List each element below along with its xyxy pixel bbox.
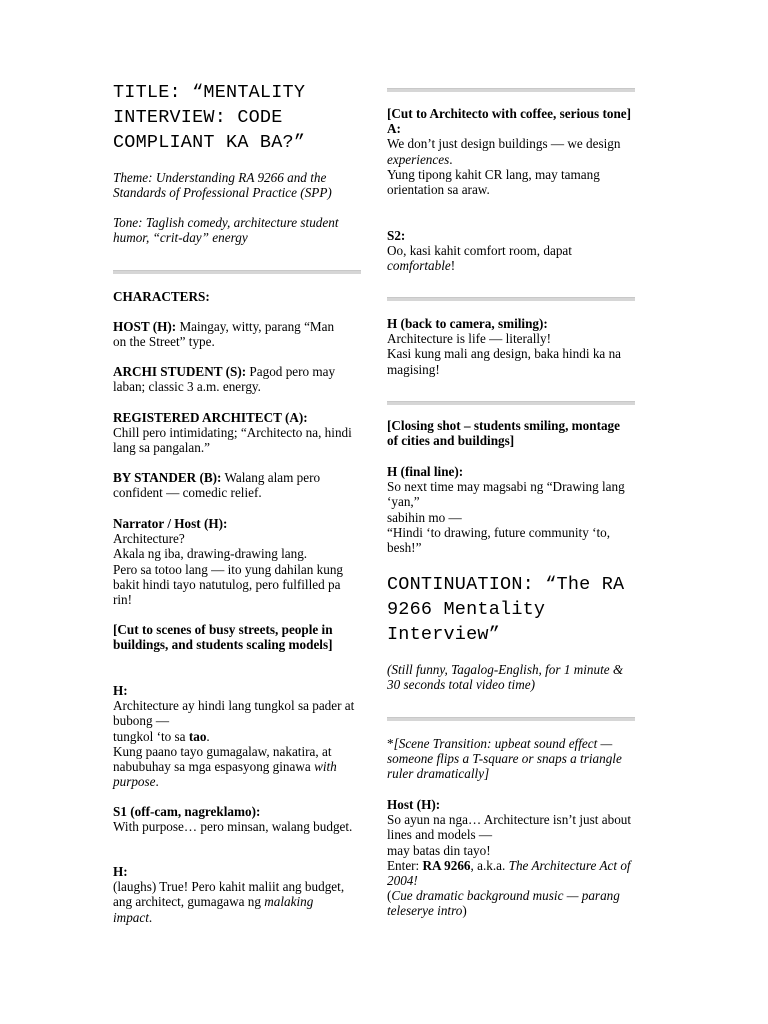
s1-block: [113, 804, 353, 834]
narrator-label: Narrator / Host (H):: [113, 516, 228, 531]
host-line: Architecture ay hindi lang tungkol sa pader at bubong —: [113, 698, 355, 729]
host-line: [387, 858, 637, 888]
emphasis-text: experiences: [387, 151, 450, 167]
text-run: Oo, kasi kahit comfort room, dapat: [387, 243, 572, 259]
host-label: H:: [113, 683, 128, 698]
s1-line: With purpose… pero minsan, walang budget.: [113, 819, 353, 835]
host-line: [387, 888, 637, 918]
character-student: [113, 364, 345, 394]
text-run: (: [387, 888, 392, 904]
character-host: [113, 319, 343, 349]
scene-transition-text: [Scene Transition: upbeat sound effect — someone flips a T-square or snaps a triangle ruler dramatically]: [387, 736, 622, 782]
closing-shot: [Closing shot – students smiling, montage of cities and buildings]: [387, 418, 621, 449]
theme-text: Theme: Understanding RA 9266 and the Standards of Professional Practice (SPP): [113, 170, 332, 201]
cut-to-scenes: [Cut to scenes of busy streets, people in buildings, and students scaling models]: [113, 622, 333, 653]
text-run: tungkol ‘to sa: [113, 728, 189, 744]
characters-heading: CHARACTERS:: [113, 289, 210, 304]
emphasis-text: Cue dramatic background music — parang teleserye intro: [387, 888, 620, 919]
a-line: Yung tipong kahit CR lang, may tamang orientation sa araw.: [387, 166, 600, 198]
character-student-label: ARCHI STUDENT (S):: [113, 364, 247, 379]
host-line: [113, 894, 353, 924]
a-label: A:: [387, 121, 401, 137]
divider: [113, 270, 361, 274]
character-bystander: [113, 470, 353, 500]
s1-label: S1 (off-cam, nagreklamo):: [113, 804, 261, 819]
text-run: *: [387, 736, 394, 751]
scene-transition: [387, 736, 637, 782]
character-architect: [113, 410, 363, 456]
narrator-line: Architecture?: [113, 531, 185, 547]
emphasis-text: comfortable: [387, 258, 451, 274]
host-line: (laughs) True! Pero kahit maliit ang budget,: [113, 879, 345, 895]
narrator-line: Akala ng iba, drawing-drawing lang.: [113, 546, 308, 562]
divider: [387, 297, 635, 301]
h-final-block: [387, 464, 637, 555]
text-run: .: [206, 728, 210, 744]
narrator-line: Pero sa totoo lang — ito yung dahilan kung bakit hindi tayo natutulog, pero fulfilled pa rin!: [113, 561, 344, 608]
character-student-desc: Pagod pero may laban; classic 3 a.m. energy.: [113, 364, 336, 395]
text-run: We don’t just design buildings — we design: [387, 136, 621, 152]
character-bystander-label: BY STANDER (B):: [113, 470, 222, 485]
host-line: [113, 729, 363, 744]
character-architect-desc: Chill pero intimidating; “Architecto na, hindi lang sa pangalan.”: [113, 425, 352, 456]
h-final-line: “Hindi ‘to drawing, future community ‘to, besh!”: [387, 524, 611, 556]
divider: [387, 401, 635, 405]
character-host-desc: Maingay, witty, parang “Man on the Street” type.: [113, 319, 335, 350]
h-final-line: sabihin mo —: [387, 509, 462, 525]
host-line: may batas din tayo!: [387, 842, 491, 858]
emphasis-text: tao: [188, 728, 207, 744]
continuation-title: CONTINUATION: “The RA 9266 Mentality Interview”: [387, 574, 625, 645]
cut-to-architecto: [Cut to Architecto with coffee, serious tone]: [387, 106, 632, 121]
h-back-block: [387, 316, 627, 377]
h-back-line: Architecture is life — literally!: [387, 331, 552, 347]
architecto-block: [387, 106, 637, 197]
s2-block: [387, 228, 627, 274]
h-final-line: So next time may magsabi ng “Drawing lang ‘yan,”: [387, 479, 625, 510]
s2-line: [387, 243, 627, 273]
host-line-block-2: [113, 864, 353, 925]
a-line: [387, 136, 637, 166]
host-line-block: [113, 683, 363, 789]
text-run: !: [450, 258, 456, 274]
divider: [387, 88, 635, 92]
emphasis-text: with purpose: [113, 759, 337, 790]
text-run: , a.k.a.: [470, 857, 509, 873]
character-architect-label: REGISTERED ARCHITECT (A):: [113, 410, 308, 425]
text-run: .: [148, 909, 153, 925]
tone-text: Tone: Taglish comedy, architecture student humor, “crit-day” energy: [113, 215, 339, 246]
text-run: .: [155, 774, 159, 790]
text-run: ang architect, gumagawa ng: [113, 894, 265, 910]
emphasis-text: malaking impact: [113, 894, 314, 925]
character-host-label: HOST (H):: [113, 319, 177, 334]
emphasis-text: RA 9266: [422, 857, 471, 873]
h-back-label: H (back to camera, smiling):: [387, 316, 548, 331]
character-bystander-desc: Walang alam pero confident — comedic relief.: [113, 470, 321, 501]
text-run: Enter:: [387, 857, 423, 873]
continuation-note: (Still funny, Tagalog-English, for 1 minute & 30 seconds total video time): [387, 662, 624, 693]
text-run: Kung paano tayo gumagalaw, nakatira, at nabubuhay sa mga espasyong ginawa: [113, 743, 332, 775]
s2-label: S2:: [387, 228, 406, 243]
host-label: Host (H):: [387, 797, 441, 812]
narrator-block: [113, 516, 358, 607]
host-line: [113, 744, 363, 790]
text-run: ): [462, 903, 467, 919]
host-line: So ayun na nga… Architecture isn’t just about lines and models —: [387, 812, 632, 843]
text-run: .: [449, 151, 453, 167]
emphasis-text: The Architecture Act of 2004!: [387, 857, 631, 889]
host-label: H:: [113, 864, 128, 879]
script-title: TITLE: “MENTALITY INTERVIEW: CODE COMPLIANT KA BA?”: [113, 82, 306, 153]
h-back-line: Kasi kung mali ang design, baka hindi ka na magising!: [387, 346, 622, 377]
h-final-label: H (final line):: [387, 464, 464, 479]
divider: [387, 717, 635, 721]
host-block: [387, 797, 637, 919]
